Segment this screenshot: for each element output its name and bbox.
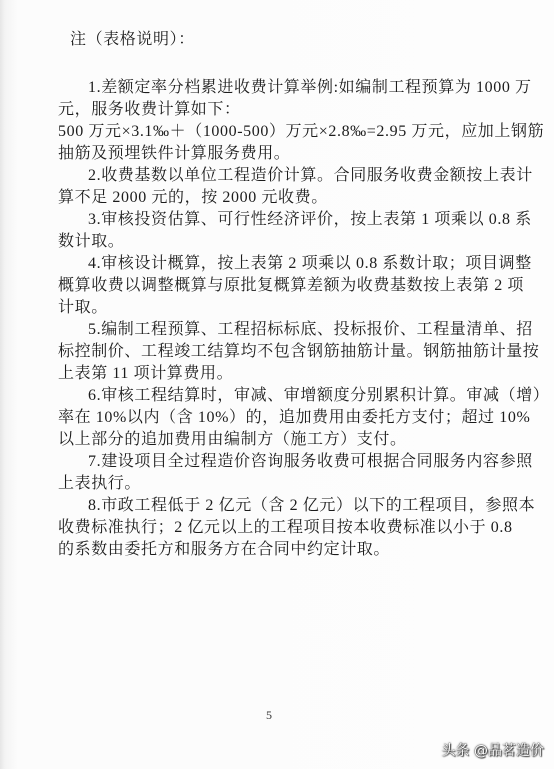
note-2 — [58, 165, 534, 209]
note-line: 上表第 11 项计算费用。 — [58, 365, 234, 382]
note-line: 标控制价、工程竣工结算均不包含钢筋抽筋计量。钢筋抽筋计量按 — [58, 343, 540, 360]
note-4 — [58, 253, 534, 319]
note-3 — [58, 209, 534, 253]
note-line: 上表执行。 — [58, 475, 142, 492]
note-line: 500 万元×3.1‰＋（1000-500）万元×2.8‰=2.95 万元，应加上钢筋 — [58, 123, 545, 140]
note-line: 的系数由委托方和服务方在合同中约定计取。 — [58, 541, 391, 558]
note-line: 5.编制工程预算、工程招标标底、投标报价、工程量清单、招 — [88, 321, 533, 338]
note-line: 2.收费基数以单位工程造价计算。合同服务收费金额按上表计 — [88, 167, 533, 184]
note-line: 以上部分的追加费用由编制方（施工方）支付。 — [58, 431, 407, 448]
note-1 — [58, 77, 545, 165]
note-5 — [58, 319, 540, 385]
page-number: 5 — [266, 708, 272, 722]
note-line: 算不足 2000 元的，按 2000 元收费。 — [58, 189, 328, 206]
watermark-platform: 头条 — [441, 743, 470, 759]
notes-body — [58, 77, 550, 561]
note-line: 4.审核设计概算，按上表第 2 项乘以 0.8 系数计取；项目调整 — [88, 255, 532, 272]
note-line: 抽筋及预埋铁件计算服务费用。 — [58, 145, 291, 162]
notes-heading: 注（表格说明）： — [70, 31, 195, 48]
note-line: 6.审核工程结算时，审减、审增额度分别累积计算。审减（增） — [88, 387, 550, 404]
note-6 — [58, 385, 550, 451]
watermark — [442, 742, 544, 760]
note-line: 3.审核投资估算、可行性经济评价，按上表第 1 项乘以 0.8 系 — [88, 211, 532, 228]
note-line: 率在 10%以内（含 10%）的，追加费用由委托方支付；超过 10% — [58, 409, 531, 426]
note-8 — [58, 495, 534, 561]
note-line: 7.建设项目全过程造价咨询服务收费可根据合同服务内容参照 — [88, 453, 533, 470]
watermark-account: @品茗造价 — [474, 743, 544, 759]
note-line: 计取。 — [58, 299, 108, 316]
note-line: 元，服务收费计算如下： — [58, 101, 241, 118]
note-7 — [58, 451, 534, 495]
note-line: 概算收费以调整概算与原批复概算差额为收费基数按上表第 2 项 — [58, 277, 525, 294]
note-line: 8.市政工程低于 2 亿元（含 2 亿元）以下的工程项目，参照本 — [88, 497, 536, 514]
note-line: 数计取。 — [58, 233, 125, 250]
note-line: 1.差额定率分档累进收费计算举例:如编制工程预算为 1000 万 — [88, 79, 532, 96]
note-line: 收费标准执行；2 亿元以上的工程项目按本收费标准以小于 0.8 — [58, 519, 513, 536]
